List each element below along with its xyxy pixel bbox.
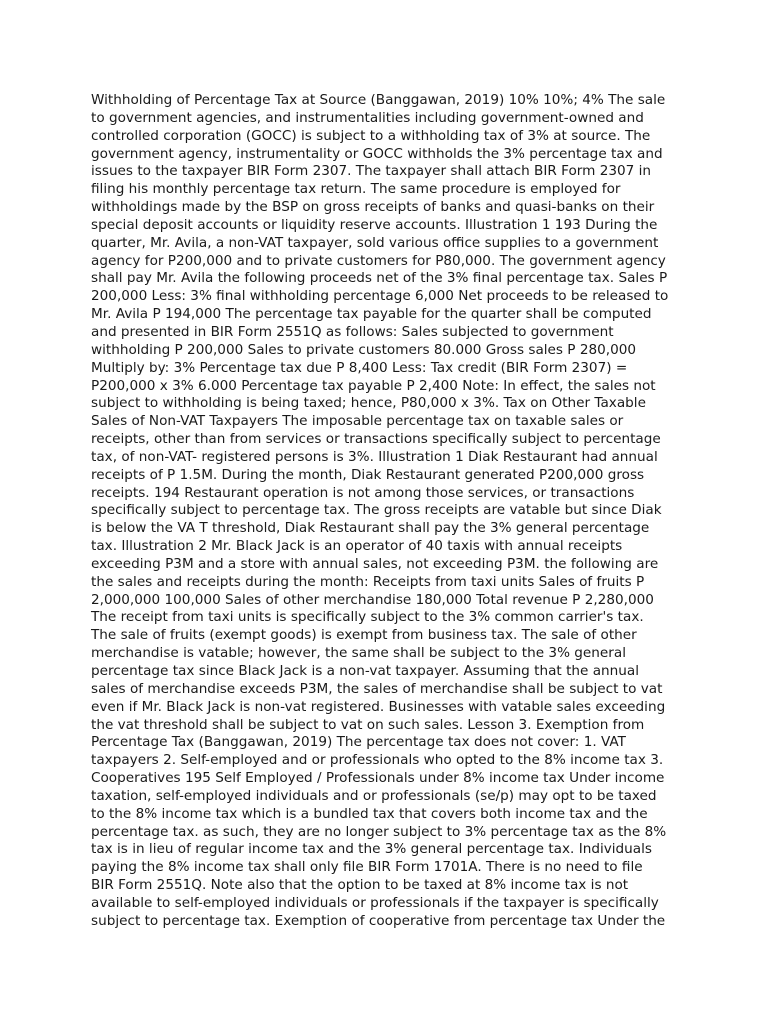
text-line: subject to percentage tax. Exemption of cooperative from percentage tax Under the xyxy=(91,912,666,929)
text-line: the vat threshold shall be subject to vat on such sales. Lesson 3. Exemption from xyxy=(91,716,645,733)
text-line: Percentage Tax (Banggawan, 2019) The percentage tax does not cover: 1. VAT xyxy=(91,734,626,751)
text-line: Cooperatives 195 Self Employed / Professionals under 8% income tax Under income xyxy=(91,770,665,787)
body-text xyxy=(91,92,691,931)
text-line: tax. Illustration 2 Mr. Black Jack is an operator of 40 taxis with annual receipts xyxy=(91,538,623,555)
text-line: BIR Form 2551Q. Note also that the option to be taxed at 8% income tax is not xyxy=(91,877,629,894)
text-line: paying the 8% income tax shall only file BIR Form 1701A. There is no need to file xyxy=(91,859,643,876)
text-line: and presented in BIR Form 2551Q as follows: Sales subjected to government xyxy=(91,323,614,340)
text-line: taxation, self-employed individuals and or professionals (se/p) may opt to be taxed xyxy=(91,787,657,804)
text-line: receipts, other than from services or transactions specifically subject to percentage xyxy=(91,431,661,448)
text-line: filing his monthly percentage tax return. The same procedure is employed for xyxy=(91,181,621,198)
text-line: withholdings made by the BSP on gross receipts of banks and quasi-banks on their xyxy=(91,199,655,216)
text-line: the sales and receipts during the month: Receipts from taxi units Sales of fruits P xyxy=(91,573,645,590)
text-line: tax is in lieu of regular income tax and the 3% general percentage tax. Individuals xyxy=(91,841,652,858)
text-line: controlled corporation (GOCC) is subject to a withholding tax of 3% at source. The xyxy=(91,127,651,144)
text-line: specifically subject to percentage tax. The gross receipts are vatable but since Diak xyxy=(91,502,662,519)
text-line: receipts of P 1.5M. During the month, Diak Restaurant generated P200,000 gross xyxy=(91,466,645,483)
text-line: The receipt from taxi units is specifically subject to the 3% common carrier's tax. xyxy=(91,609,644,626)
text-line: to government agencies, and instrumentalities including government-owned and xyxy=(91,109,644,126)
text-line: government agency, instrumentality or GOCC withholds the 3% percentage tax and xyxy=(91,145,663,162)
text-line: agency for P200,000 and to private customers for P80,000. The government agency xyxy=(91,252,666,269)
text-line: P200,000 x 3% 6.000 Percentage tax payable P 2,400 Note: In effect, the sales not xyxy=(91,377,656,394)
text-line: subject to withholding is being taxed; hence, P80,000 x 3%. Tax on Other Taxable xyxy=(91,395,646,412)
text-line: available to self-employed individuals or professionals if the taxpayer is specifically xyxy=(91,894,659,911)
text-line: shall pay Mr. Avila the following proceeds net of the 3% final percentage tax. Sales P xyxy=(91,270,668,287)
text-line: percentage tax since Black Jack is a non-vat taxpayer. Assuming that the annual xyxy=(91,663,639,679)
text-line: Multiply by: 3% Percentage tax due P 8,400 Less: Tax credit (BIR Form 2307) = xyxy=(91,359,628,376)
text-line: withholding P 200,000 Sales to private customers 80.000 Gross sales P 280,000 xyxy=(91,341,637,358)
text-line: Sales of Non-VAT Taxpayers The imposable percentage tax on taxable sales or xyxy=(91,413,624,430)
text-line: receipts. 194 Restaurant operation is not among those services, or transactions xyxy=(91,484,635,501)
text-line: even if Mr. Black Jack is non-vat registered. Businesses with vatable sales exceeding xyxy=(91,698,666,715)
text-line: tax, of non-VAT- registered persons is 3%. Illustration 1 Diak Restaurant had annual xyxy=(91,448,658,465)
text-line: The sale of fruits (exempt goods) is exempt from business tax. The sale of other xyxy=(91,627,637,644)
text-line: Withholding of Percentage Tax at Source (Banggawan, 2019) 10% 10%; 4% The sale xyxy=(91,92,666,108)
text-line: special deposit accounts or liquidity reserve accounts. Illustration 1 193 During the xyxy=(91,216,658,233)
text-line: quarter, Mr. Avila, a non-VAT taxpayer, sold various office supplies to a government xyxy=(91,234,659,251)
text-line: to the 8% income tax which is a bundled tax that covers both income tax and the xyxy=(91,805,648,822)
text-line: percentage tax. as such, they are no longer subject to 3% percentage tax as the 8% xyxy=(91,823,667,840)
text-line: sales of merchandise exceeds P3M, the sales of merchandise shall be subject to vat xyxy=(91,680,663,697)
text-line: 2,000,000 100,000 Sales of other merchandise 180,000 Total revenue P 2,280,000 xyxy=(91,591,654,608)
text-line: taxpayers 2. Self-employed and or professionals who opted to the 8% income tax 3. xyxy=(91,752,664,769)
text-line: Mr. Avila P 194,000 The percentage tax payable for the quarter shall be computed xyxy=(91,306,652,323)
text-line: 200,000 Less: 3% final withholding percentage 6,000 Net proceeds to be released to xyxy=(91,288,669,305)
text-line: merchandise is vatable; however, the same shall be subject to the 3% general xyxy=(91,645,626,662)
text-line: is below the VA T threshold, Diak Restaurant shall pay the 3% general percentage xyxy=(91,520,650,537)
text-line: exceeding P3M and a store with annual sales, not exceeding P3M. the following are xyxy=(91,555,659,572)
text-line: issues to the taxpayer BIR Form 2307. The taxpayer shall attach BIR Form 2307 in xyxy=(91,163,651,180)
